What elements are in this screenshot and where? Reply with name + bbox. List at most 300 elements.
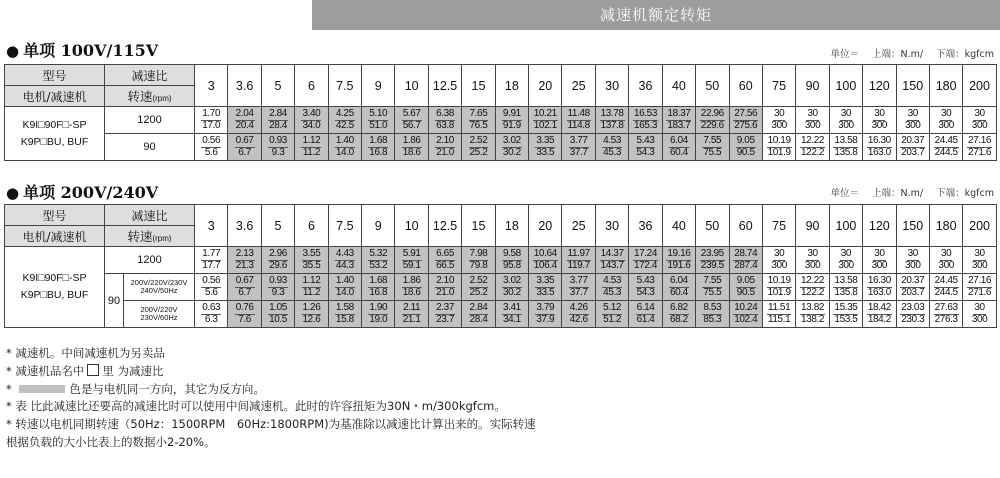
torque-nm: 23.03: [901, 302, 925, 313]
torque-cell: [462, 134, 495, 161]
torque-cell: [529, 134, 562, 161]
torque-kgfcm: 25.2: [469, 146, 488, 158]
torque-kgfcm: 271.6: [968, 286, 992, 298]
torque-nm: 30: [974, 302, 985, 313]
torque-nm: 7.65: [469, 108, 488, 119]
torque-kgfcm: 165.3: [633, 119, 657, 131]
torque-kgfcm: 300: [971, 313, 988, 325]
ratio-75: 75: [762, 205, 795, 247]
torque-kgfcm: 79.8: [469, 259, 488, 271]
torque-nm: 17.24: [633, 248, 658, 259]
torque-cell: [428, 301, 461, 328]
torque-nm: 2.10: [436, 135, 454, 146]
ratio-12.5: 12.5: [428, 205, 461, 247]
torque-cell: [729, 107, 762, 134]
torque-cell: [462, 274, 495, 301]
torque-kgfcm: 29.6: [269, 259, 287, 271]
torque-kgfcm: 6.3: [204, 313, 218, 325]
torque-nm: 1.86: [402, 135, 421, 146]
torque-nm: 5.12: [603, 302, 622, 313]
torque-cell: [495, 134, 528, 161]
torque-kgfcm: 28.4: [269, 119, 287, 131]
torque-nm: 3.35: [536, 135, 555, 146]
table-row: [5, 107, 997, 134]
ratio-36: 36: [629, 205, 662, 247]
torque-nm: 2.52: [469, 275, 488, 286]
note-3: * 色是与电机同一方向，其它为反方向。: [6, 381, 265, 396]
torque-kgfcm: 90.5: [736, 146, 755, 158]
torque-kgfcm: 30.2: [502, 286, 521, 298]
torque-nm: 5.67: [402, 108, 421, 119]
torque-cell: [863, 134, 896, 161]
model-name: [5, 247, 105, 328]
torque-cell: [195, 274, 228, 301]
section2-title: [6, 180, 158, 203]
ratio-180: 180: [929, 205, 962, 247]
torque-nm: 6.04: [669, 275, 688, 286]
torque-nm: 27.63: [934, 302, 958, 313]
torque-kgfcm: 18.6: [402, 286, 421, 298]
ratio-50: 50: [696, 205, 729, 247]
torque-nm: 5.43: [636, 135, 655, 146]
note-2: * 减速机品名中 里 为减速比: [6, 363, 164, 378]
table-row: [5, 274, 997, 301]
torque-nm: 22.96: [700, 108, 724, 119]
torque-nm: 1.68: [369, 275, 388, 286]
torque-cell: [328, 107, 361, 134]
table-row: [5, 134, 997, 161]
torque-kgfcm: 34.1: [502, 313, 521, 325]
torque-nm: 3.02: [502, 275, 521, 286]
torque-kgfcm: 17.7: [202, 259, 221, 271]
ratio-180: 180: [929, 65, 962, 107]
torque-cell: [228, 247, 261, 274]
torque-nm: 3.55: [302, 248, 321, 259]
torque-cell: [562, 274, 595, 301]
torque-nm: 27.16: [968, 275, 992, 286]
torque-kgfcm: 85.3: [703, 313, 722, 325]
torque-cell: [863, 274, 896, 301]
torque-kgfcm: 229.6: [700, 119, 724, 131]
torque-kgfcm: 53.2: [369, 259, 388, 271]
torque-kgfcm: 5.6: [204, 146, 218, 158]
torque-kgfcm: 172.4: [633, 259, 658, 271]
torque-cell: [829, 247, 862, 274]
torque-kgfcm: 137.8: [600, 119, 624, 131]
torque-cell: [228, 274, 261, 301]
note-1: * 减速机。中间减速机为另卖品: [6, 346, 165, 360]
torque-cell: [829, 301, 862, 328]
torque-cell: [963, 274, 996, 301]
ratio-40: 40: [662, 205, 695, 247]
ratio-header: 减速比: [105, 205, 195, 226]
torque-nm: 3.35: [536, 275, 555, 286]
torque-nm: 2.96: [269, 248, 287, 259]
torque-cell: [829, 274, 862, 301]
torque-cell: [729, 134, 762, 161]
ratio-120: 120: [863, 205, 896, 247]
torque-cell: [228, 107, 261, 134]
torque-cell: [729, 274, 762, 301]
speed-label: 转速: [127, 90, 153, 104]
torque-cell: [963, 247, 996, 274]
footnotes: [6, 345, 536, 452]
torque-kgfcm: 203.7: [901, 146, 925, 158]
speed-label: 转速: [127, 230, 153, 244]
ratio-header: 减速比: [105, 65, 195, 86]
torque-kgfcm: 25.2: [469, 286, 488, 298]
torque-kgfcm: 191.6: [667, 259, 691, 271]
torque-nm: 6.38: [436, 108, 454, 119]
torque-nm: 10.64: [533, 248, 557, 259]
torque-kgfcm: 239.5: [700, 259, 724, 271]
ratio-20: 20: [529, 205, 562, 247]
torque-cell: [395, 134, 428, 161]
torque-kgfcm: 119.7: [567, 259, 590, 271]
torque-cell: [529, 301, 562, 328]
torque-cell: [796, 107, 829, 134]
model-line: K9P□BU, BUF: [20, 135, 89, 148]
ratio-150: 150: [896, 65, 929, 107]
torque-kgfcm: 300: [838, 119, 854, 131]
torque-cell: [629, 274, 662, 301]
torque-nm: 1.90: [369, 302, 388, 313]
torque-cell: [629, 134, 662, 161]
ratio-60: 60: [729, 65, 762, 107]
torque-kgfcm: 42.5: [335, 119, 354, 131]
torque-kgfcm: 33.5: [536, 286, 555, 298]
units-lower: 下端：kgfcm: [936, 188, 994, 199]
torque-kgfcm: 95.8: [502, 259, 521, 271]
torque-cell: [295, 247, 328, 274]
torque-kgfcm: 9.3: [271, 286, 285, 298]
torque-kgfcm: 60.4: [669, 286, 688, 298]
torque-kgfcm: 11.2: [302, 286, 320, 298]
torque-cell: [529, 274, 562, 301]
torque-nm: 13.58: [834, 275, 858, 286]
rated-torque-table-200v: [4, 204, 997, 328]
torque-kgfcm: 143.7: [600, 259, 624, 271]
ratio-30: 30: [595, 205, 628, 247]
voltage-line: 240V/50Hz: [140, 286, 178, 295]
torque-kgfcm: 102.4: [734, 313, 758, 325]
torque-cell: [796, 301, 829, 328]
torque-nm: 11.48: [567, 108, 590, 119]
ratio-9: 9: [362, 65, 395, 107]
torque-cell: [395, 247, 428, 274]
torque-kgfcm: 287.4: [734, 259, 758, 271]
torque-cell: [662, 134, 695, 161]
torque-kgfcm: 19.0: [369, 313, 388, 325]
torque-kgfcm: 33.5: [536, 146, 555, 158]
torque-nm: 1.40: [335, 275, 354, 286]
torque-nm: 2.84: [469, 302, 488, 313]
torque-kgfcm: 90.5: [736, 286, 755, 298]
torque-cell: [495, 247, 528, 274]
ratio-90: 90: [796, 65, 829, 107]
torque-cell: [896, 134, 929, 161]
torque-kgfcm: 54.3: [636, 286, 655, 298]
torque-kgfcm: 244.5: [934, 146, 958, 158]
torque-nm: 30: [807, 108, 818, 119]
torque-kgfcm: 34.0: [302, 119, 321, 131]
torque-cell: [796, 134, 829, 161]
torque-cell: [963, 107, 996, 134]
model-header: 型号: [5, 65, 105, 86]
torque-nm: 0.56: [202, 275, 221, 286]
torque-nm: 1.26: [302, 302, 321, 313]
ratio-3: 3: [195, 205, 228, 247]
torque-nm: 8.53: [703, 302, 722, 313]
model-header: 型号: [5, 205, 105, 226]
torque-kgfcm: 102.1: [533, 119, 557, 131]
torque-nm: 0.93: [269, 275, 287, 286]
note-5-cont: [6, 434, 536, 452]
voltage-line: 200V/220V/230V: [130, 277, 188, 287]
torque-cell: [896, 247, 929, 274]
torque-cell: [662, 247, 695, 274]
torque-cell: [929, 134, 962, 161]
torque-kgfcm: 300: [938, 259, 954, 271]
torque-nm: 1.12: [302, 275, 321, 286]
note-1-text: 减速机。中间减速机为另卖品: [15, 346, 165, 360]
torque-nm: 4.43: [335, 248, 354, 259]
torque-nm: 4.25: [335, 108, 354, 119]
ratio-18: 18: [495, 65, 528, 107]
torque-cell: [762, 107, 795, 134]
torque-nm: 24.45: [934, 275, 958, 286]
torque-kgfcm: 14.0: [335, 286, 354, 298]
torque-nm: 5.91: [402, 248, 421, 259]
torque-cell: [729, 301, 762, 328]
model-line: K9I□90F□-SP: [22, 118, 87, 131]
torque-nm: 3.02: [502, 135, 521, 146]
note-3-text: 色是与电机同一方向，其它为反方向。: [69, 381, 265, 396]
torque-nm: 30: [773, 248, 785, 259]
torque-cell: [395, 274, 428, 301]
ratio-5: 5: [261, 65, 294, 107]
ratio-5: 5: [261, 205, 294, 247]
torque-nm: 12.22: [801, 135, 825, 146]
torque-nm: 5.43: [636, 275, 655, 286]
torque-kgfcm: 300: [904, 119, 921, 131]
torque-cell: [428, 274, 461, 301]
torque-kgfcm: 20.4: [235, 119, 254, 131]
voltage-condition: [124, 301, 195, 328]
ratio-200: 200: [963, 65, 996, 107]
torque-nm: 1.86: [402, 275, 421, 286]
torque-cell: [762, 134, 795, 161]
torque-kgfcm: 45.3: [603, 146, 622, 158]
torque-kgfcm: 300: [771, 119, 787, 131]
torque-nm: 6.14: [636, 302, 655, 313]
torque-cell: [328, 247, 361, 274]
torque-kgfcm: 122.2: [801, 286, 825, 298]
torque-nm: 9.05: [736, 275, 755, 286]
torque-nm: 16.30: [867, 275, 891, 286]
torque-nm: 14.37: [600, 248, 624, 259]
torque-cell: [562, 301, 595, 328]
torque-kgfcm: 276.3: [934, 313, 958, 325]
torque-kgfcm: 14.0: [335, 146, 354, 158]
speed-value: 90: [105, 274, 124, 328]
torque-cell: [261, 247, 294, 274]
torque-nm: 9.05: [736, 135, 755, 146]
ratio-30: 30: [595, 65, 628, 107]
torque-nm: 10.24: [734, 302, 758, 313]
voltage-line: 200V/220V: [140, 304, 178, 314]
torque-kgfcm: 16.8: [369, 146, 388, 158]
torque-kgfcm: 21.1: [402, 313, 421, 325]
units-legend-2: [820, 185, 994, 199]
torque-kgfcm: 163.0: [867, 286, 891, 298]
torque-kgfcm: 21.3: [235, 259, 254, 271]
torque-cell: [829, 107, 862, 134]
voltage-condition: [124, 274, 195, 301]
note-2-text-b: 里 为减速比: [102, 363, 164, 378]
torque-kgfcm: 75.5: [703, 146, 722, 158]
box-placeholder-icon: [87, 364, 99, 376]
torque-kgfcm: 300: [804, 119, 821, 131]
motor-header: 电机/减速机: [5, 86, 105, 107]
ratio-200: 200: [963, 205, 996, 247]
torque-nm: 30: [974, 248, 985, 259]
torque-cell: [629, 247, 662, 274]
model-line: K9I□90F□-SP: [22, 272, 87, 284]
ratio-25: 25: [562, 65, 595, 107]
ratio-10: 10: [395, 205, 428, 247]
torque-cell: [462, 301, 495, 328]
torque-nm: 18.37: [667, 108, 691, 119]
torque-kgfcm: 271.6: [968, 146, 992, 158]
torque-kgfcm: 7.6: [238, 313, 251, 325]
torque-nm: 30: [907, 248, 918, 259]
torque-kgfcm: 17.0: [202, 119, 221, 131]
page-banner: 减速机额定转矩: [312, 0, 1000, 30]
torque-kgfcm: 54.3: [636, 146, 655, 158]
torque-nm: 0.63: [202, 302, 221, 313]
torque-kgfcm: 9.3: [271, 146, 285, 158]
torque-cell: [261, 301, 294, 328]
torque-kgfcm: 30.2: [502, 146, 521, 158]
torque-nm: 6.65: [436, 248, 454, 259]
ratio-3.6: 3.6: [228, 205, 261, 247]
torque-nm: 7.55: [703, 135, 722, 146]
note-5: * 转速以电机同期转速（50Hz：1500RPM 60Hz:1800RPM)为基准除以减速比计算出来的。实际转速: [6, 417, 536, 432]
torque-cell: [963, 134, 996, 161]
ratio-90: 90: [796, 205, 829, 247]
ratio-6: 6: [295, 65, 328, 107]
torque-nm: 5.10: [369, 108, 388, 119]
torque-nm: 5.32: [369, 248, 388, 259]
torque-cell: [662, 274, 695, 301]
ratio-7.5: 7.5: [328, 65, 361, 107]
torque-kgfcm: 68.2: [669, 313, 688, 325]
torque-kgfcm: 21.0: [436, 146, 454, 158]
torque-kgfcm: 300: [804, 259, 821, 271]
speed-unit: (rpm): [152, 234, 172, 243]
torque-kgfcm: 300: [938, 119, 954, 131]
torque-kgfcm: 11.2: [302, 146, 320, 158]
torque-nm: 3.40: [302, 108, 321, 119]
torque-kgfcm: 114.8: [567, 119, 590, 131]
torque-kgfcm: 15.8: [335, 313, 354, 325]
torque-nm: 13.82: [801, 302, 825, 313]
torque-nm: 30: [807, 248, 818, 259]
torque-cell: [195, 134, 228, 161]
torque-cell: [261, 107, 294, 134]
torque-nm: 30: [940, 108, 952, 119]
torque-cell: [395, 301, 428, 328]
torque-kgfcm: 56.7: [402, 119, 421, 131]
torque-nm: 20.37: [901, 135, 925, 146]
torque-kgfcm: 101.9: [767, 146, 791, 158]
torque-cell: [863, 107, 896, 134]
ratio-10: 10: [395, 65, 428, 107]
torque-cell: [762, 247, 795, 274]
torque-cell: [696, 274, 729, 301]
torque-nm: 30: [940, 248, 952, 259]
section1-title-text: 单项 100V/115V: [23, 41, 159, 60]
torque-cell: [662, 301, 695, 328]
torque-nm: 9.58: [502, 248, 521, 259]
torque-nm: 4.53: [603, 275, 622, 286]
torque-kgfcm: 5.6: [204, 286, 218, 298]
torque-cell: [295, 107, 328, 134]
torque-nm: 3.77: [569, 275, 588, 286]
speed-header: [105, 86, 195, 107]
torque-kgfcm: 21.0: [436, 286, 454, 298]
torque-kgfcm: 300: [905, 259, 921, 271]
speed-value: 90: [105, 134, 195, 161]
torque-kgfcm: 135.8: [834, 146, 858, 158]
torque-kgfcm: 45.3: [603, 286, 622, 298]
units-label: 单位＝: [830, 188, 859, 199]
torque-cell: [696, 247, 729, 274]
torque-kgfcm: 12.6: [302, 313, 321, 325]
torque-kgfcm: 44.3: [335, 259, 354, 271]
torque-cell: [929, 274, 962, 301]
section1-title: [6, 38, 158, 61]
torque-nm: 9.91: [502, 108, 521, 119]
torque-cell: [495, 301, 528, 328]
ratio-18: 18: [495, 205, 528, 247]
torque-cell: [896, 274, 929, 301]
torque-nm: 18.42: [867, 302, 891, 313]
torque-kgfcm: 61.4: [636, 313, 655, 325]
torque-nm: 0.76: [235, 302, 254, 313]
torque-nm: 3.79: [536, 302, 555, 313]
torque-cell: [896, 107, 929, 134]
torque-cell: [428, 134, 461, 161]
rated-torque-table-100v: [4, 64, 997, 161]
torque-cell: [562, 134, 595, 161]
torque-kgfcm: 230.3: [901, 313, 925, 325]
torque-nm: 0.67: [235, 275, 254, 286]
torque-nm: 30: [840, 108, 852, 119]
torque-nm: 3.41: [502, 302, 521, 313]
torque-kgfcm: 66.5: [436, 259, 454, 271]
torque-kgfcm: 6.7: [238, 146, 251, 158]
speed-value: 1200: [105, 247, 195, 274]
torque-kgfcm: 300: [971, 119, 988, 131]
gray-swatch-icon: [19, 385, 65, 393]
torque-kgfcm: 275.6: [734, 119, 758, 131]
torque-kgfcm: 101.9: [767, 286, 791, 298]
ratio-100: 100: [829, 205, 862, 247]
torque-kgfcm: 10.5: [269, 313, 287, 325]
torque-cell: [863, 301, 896, 328]
